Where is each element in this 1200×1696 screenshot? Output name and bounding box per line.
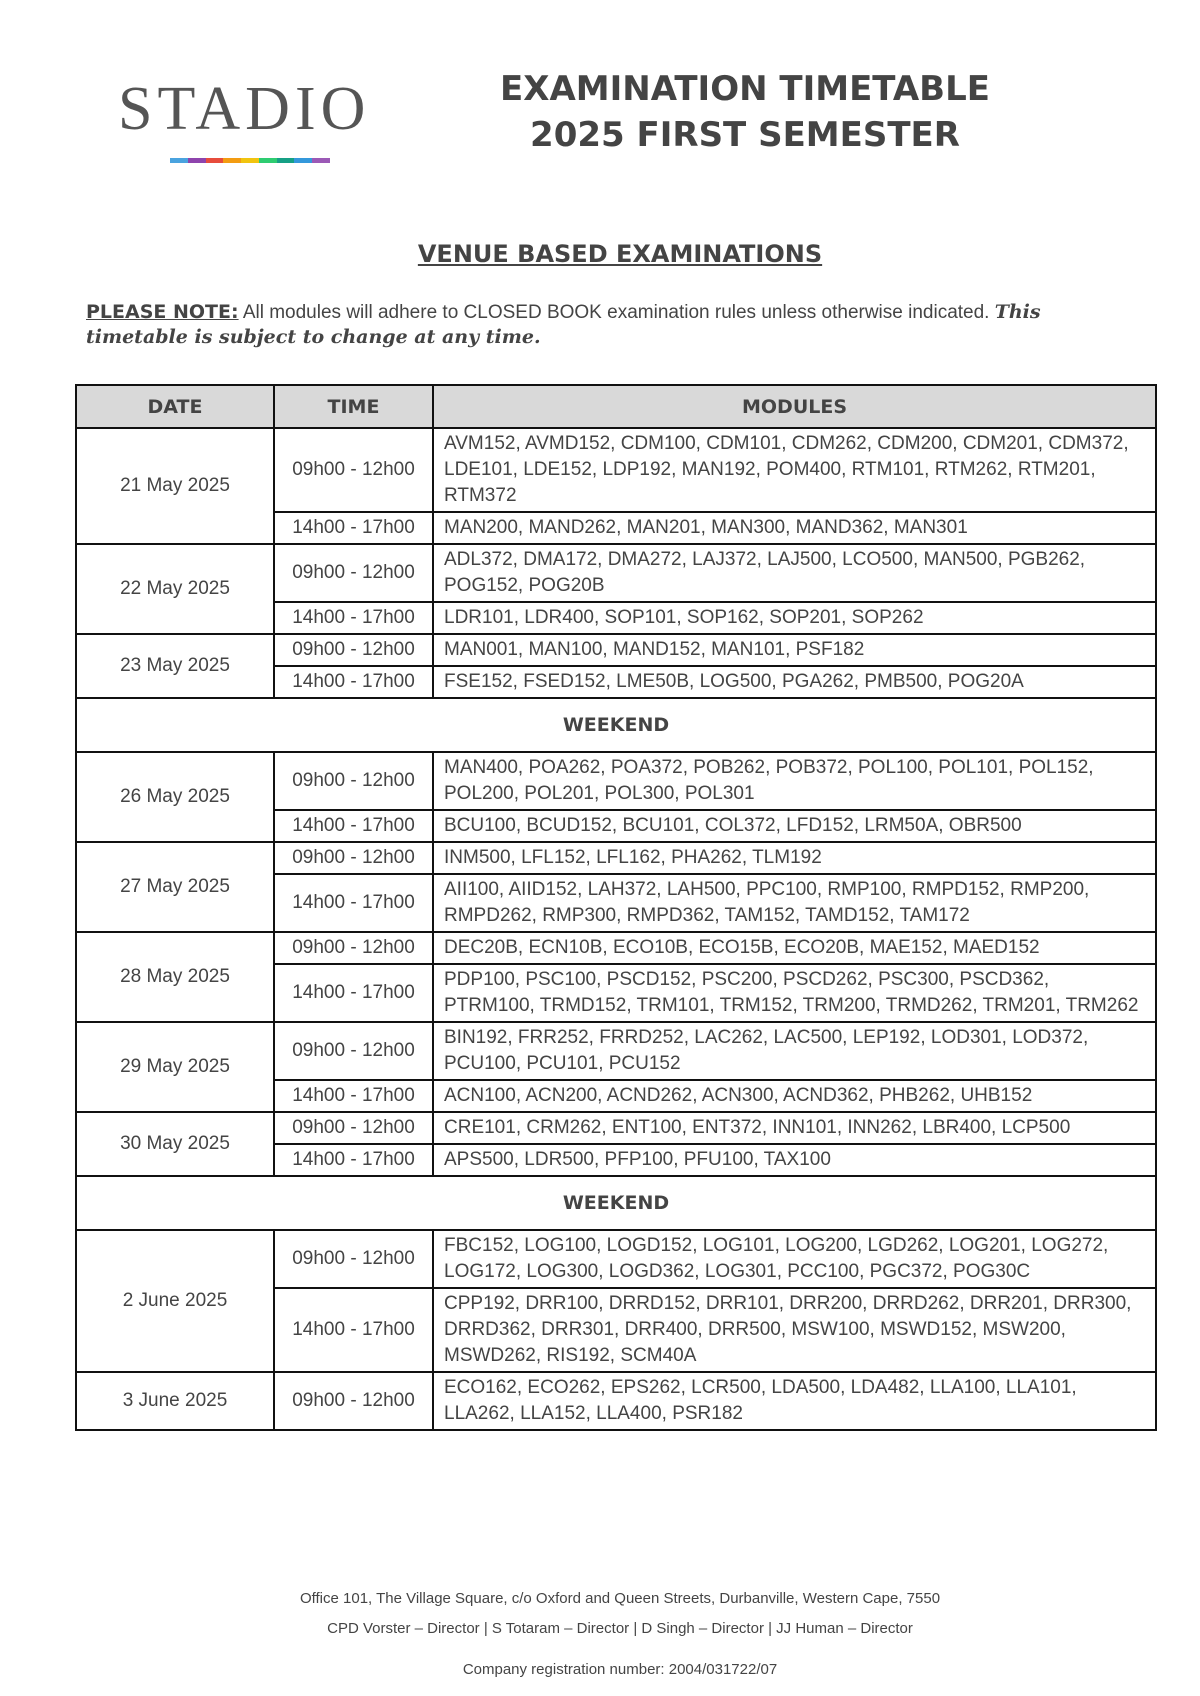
stadio-logo	[118, 75, 388, 163]
title-line-1: EXAMINATION TIMETABLE	[500, 69, 990, 109]
exam-modules: DEC20B, ECN10B, ECO10B, ECO15B, ECO20B, MAE152, MAED152	[433, 932, 1156, 964]
exam-time: 09h00 - 12h00	[274, 1372, 433, 1430]
exam-time: 14h00 - 17h00	[274, 810, 433, 842]
exam-modules: CRE101, CRM262, ENT100, ENT372, INN101, INN262, LBR400, LCP500	[433, 1112, 1156, 1144]
exam-time: 14h00 - 17h00	[274, 1144, 433, 1176]
please-note	[86, 300, 1126, 350]
table-row	[76, 1022, 1156, 1080]
exam-modules: AII100, AIID152, LAH372, LAH500, PPC100, RMP100, RMPD152, RMP200, RMPD262, RMP300, RMPD362, TAM152, TAMD152, TAM172	[433, 874, 1156, 932]
footer-address: Office 101, The Village Square, c/o Oxford and Queen Streets, Durbanville, Western Cape, 7550	[299, 1590, 941, 1607]
document-title	[420, 66, 1070, 158]
exam-modules: PDP100, PSC100, PSCD152, PSC200, PSCD262, PSC300, PSCD362, PTRM100, TRMD152, TRM101, TRM152, TRM200, TRMD262, TRM201, TRM262	[433, 964, 1156, 1022]
exam-date: 23 May 2025	[76, 634, 274, 698]
exam-date: 2 June 2025	[76, 1230, 274, 1372]
table-row	[76, 752, 1156, 810]
exam-time: 09h00 - 12h00	[274, 842, 433, 874]
exam-time: 09h00 - 12h00	[274, 1022, 433, 1080]
exam-date: 27 May 2025	[76, 842, 274, 932]
logo-wordmark: STADIO	[118, 75, 371, 143]
footer-directors: CPD Vorster – Director | S Totaram – Director | D Singh – Director | JJ Human – Director	[327, 1620, 913, 1637]
exam-date: 28 May 2025	[76, 932, 274, 1022]
weekend-label: WEEKEND	[76, 698, 1156, 752]
exam-date: 26 May 2025	[76, 752, 274, 842]
exam-modules: FSE152, FSED152, LME50B, LOG500, PGA262, PMB500, POG20A	[433, 666, 1156, 698]
exam-modules: FBC152, LOG100, LOGD152, LOG101, LOG200, LGD262, LOG201, LOG272, LOG172, LOG300, LOGD362, LOG301, PCC100, PGC372, POG30C	[433, 1230, 1156, 1288]
table-row	[76, 428, 1156, 512]
logo-bar-segment	[170, 158, 188, 163]
weekend-row	[76, 698, 1156, 752]
exam-modules: BIN192, FRR252, FRRD252, LAC262, LAC500, LEP192, LOD301, LOD372, PCU100, PCU101, PCU152	[433, 1022, 1156, 1080]
note-emphasis: This timetable is subject to change at any time.	[86, 301, 1041, 348]
exam-date: 29 May 2025	[76, 1022, 274, 1112]
exam-modules: MAN001, MAN100, MAND152, MAN101, PSF182	[433, 634, 1156, 666]
logo-bar-segment	[223, 158, 241, 163]
weekend-row	[76, 1176, 1156, 1230]
weekend-label: WEEKEND	[76, 1176, 1156, 1230]
table-row	[76, 634, 1156, 666]
section-heading: VENUE BASED EXAMINATIONS	[417, 240, 823, 268]
exam-time: 14h00 - 17h00	[274, 874, 433, 932]
table-header-row	[76, 385, 1156, 428]
exam-time: 14h00 - 17h00	[274, 666, 433, 698]
exam-modules: INM500, LFL152, LFL162, PHA262, TLM192	[433, 842, 1156, 874]
exam-date: 3 June 2025	[76, 1372, 274, 1430]
exam-time: 09h00 - 12h00	[274, 752, 433, 810]
table-row	[76, 932, 1156, 964]
header-modules: MODULES	[433, 385, 1156, 428]
note-lead: PLEASE NOTE:	[86, 301, 239, 323]
logo-bar-segment	[294, 158, 312, 163]
header-date: DATE	[76, 385, 274, 428]
exam-timetable	[75, 384, 1157, 1431]
exam-time: 09h00 - 12h00	[274, 932, 433, 964]
logo-color-bar	[170, 158, 330, 163]
exam-time: 14h00 - 17h00	[274, 1080, 433, 1112]
exam-time: 09h00 - 12h00	[274, 428, 433, 512]
exam-time: 09h00 - 12h00	[274, 1112, 433, 1144]
table-row	[76, 1112, 1156, 1144]
exam-time: 14h00 - 17h00	[274, 964, 433, 1022]
logo-bar-segment	[259, 158, 277, 163]
exam-time: 09h00 - 12h00	[274, 544, 433, 602]
logo-bar-segment	[277, 158, 295, 163]
exam-modules: ADL372, DMA172, DMA272, LAJ372, LAJ500, LCO500, MAN500, PGB262, POG152, POG20B	[433, 544, 1156, 602]
exam-date: 21 May 2025	[76, 428, 274, 544]
exam-time: 14h00 - 17h00	[274, 602, 433, 634]
exam-modules: LDR101, LDR400, SOP101, SOP162, SOP201, SOP262	[433, 602, 1156, 634]
exam-modules: MAN400, POA262, POA372, POB262, POB372, POL100, POL101, POL152, POL200, POL201, POL300, POL301	[433, 752, 1156, 810]
exam-modules: MAN200, MAND262, MAN201, MAN300, MAND362, MAN301	[433, 512, 1156, 544]
exam-time: 09h00 - 12h00	[274, 634, 433, 666]
table-row	[76, 1230, 1156, 1288]
note-text: All modules will adhere to CLOSED BOOK examination rules unless otherwise indicated.	[238, 302, 995, 323]
exam-modules: ECO162, ECO262, EPS262, LCR500, LDA500, LDA482, LLA100, LLA101, LLA262, LLA152, LLA400, PSR182	[433, 1372, 1156, 1430]
footer-registration: Company registration number: 2004/031722/07	[462, 1661, 778, 1678]
logo-bar-segment	[188, 158, 206, 163]
exam-modules: CPP192, DRR100, DRRD152, DRR101, DRR200, DRRD262, DRR201, DRR300, DRRD362, DRR301, DRR400, DRR500, MSW100, MSWD152, MSW200, MSWD262, RIS192, SCM40A	[433, 1288, 1156, 1372]
table-row	[76, 842, 1156, 874]
exam-modules: ACN100, ACN200, ACND262, ACN300, ACND362, PHB262, UHB152	[433, 1080, 1156, 1112]
table-body	[76, 428, 1156, 1430]
exam-date: 30 May 2025	[76, 1112, 274, 1176]
exam-modules: BCU100, BCUD152, BCU101, COL372, LFD152, LRM50A, OBR500	[433, 810, 1156, 842]
table-row	[76, 544, 1156, 602]
exam-time: 09h00 - 12h00	[274, 1230, 433, 1288]
table-row	[76, 1372, 1156, 1430]
exam-time: 14h00 - 17h00	[274, 512, 433, 544]
exam-time: 14h00 - 17h00	[274, 1288, 433, 1372]
exam-modules: APS500, LDR500, PFP100, PFU100, TAX100	[433, 1144, 1156, 1176]
title-line-2: 2025 FIRST SEMESTER	[530, 115, 960, 155]
exam-modules: AVM152, AVMD152, CDM100, CDM101, CDM262, CDM200, CDM201, CDM372, LDE101, LDE152, LDP192, MAN192, POM400, RTM101, RTM262, RTM201, RTM372	[433, 428, 1156, 512]
exam-date: 22 May 2025	[76, 544, 274, 634]
header-time: TIME	[274, 385, 433, 428]
logo-bar-segment	[206, 158, 224, 163]
logo-bar-segment	[241, 158, 259, 163]
logo-bar-segment	[312, 158, 330, 163]
